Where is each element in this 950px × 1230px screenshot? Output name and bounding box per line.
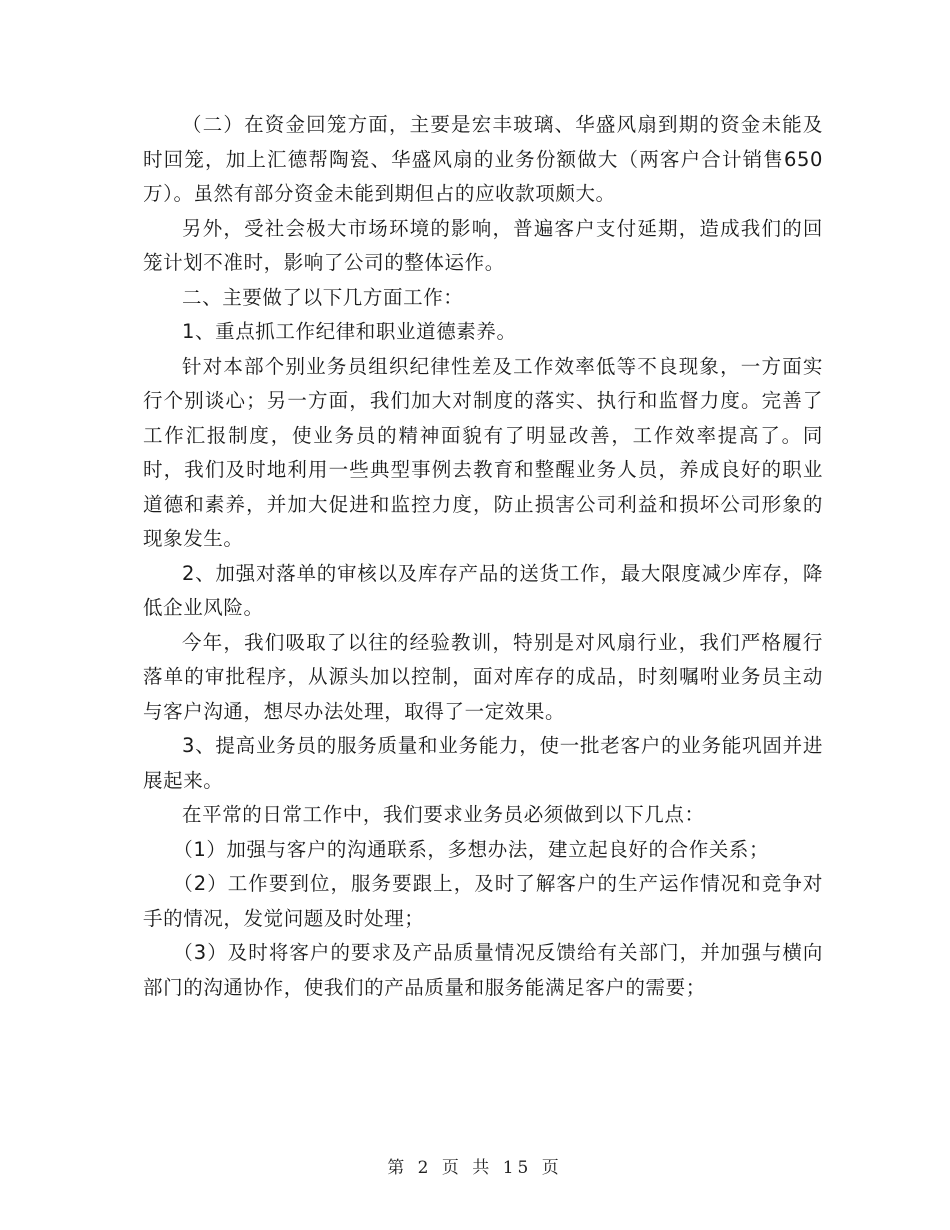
- paragraph-requirements-intro: 在平常的日常工作中，我们要求业务员必须做到以下几点：: [182, 803, 705, 826]
- document-body: [143, 108, 823, 1005]
- paragraph-discipline-detail: 针对本部个别业务员组织纪律性差及工作效率低等不良现象，一方面实行个别谈心；另一方面，我们加大对制度的落实、执行和监督力度。完善了工作汇报制度，使业务员的精神面貌有了明显改善，工作效率提高了。同时，我们及时地利用一些典型事例去教育和整醒业务人员，养成良好的职业道德和素养，并加大促进和监控力度，防止损害公司利益和损坏公司形象的现象发生。: [143, 354, 823, 550]
- list-item-requirement-1: （1）加强与客户的沟通联系，多想办法，建立起良好的合作关系；: [173, 837, 770, 861]
- paragraph-order-review-detail: 今年，我们吸取了以往的经验教训，特别是对风扇行业，我们严格履行落单的审批程序，从源头加以控制，面对库存的成品，时刻嘱咐业务员主动与客户沟通，想尽办法处理，取得了一定效果。: [143, 630, 823, 723]
- item-heading-order-review: 2、加强对落单的审核以及库存产品的送货工作，最大限度减少库存，降低企业风险。: [143, 561, 823, 619]
- list-item-requirement-2: （2）工作要到位，服务要跟上，及时了解客户的生产运作情况和竞争对手的情况，发觉问题及时处理；: [143, 872, 823, 930]
- page-number-footer: 第 2 页 共 15 页: [387, 1158, 563, 1178]
- section-heading-main-work: 二、主要做了以下几方面工作：: [182, 285, 464, 309]
- item-heading-service-quality: 3、提高业务员的服务质量和业务能力，使一批老客户的业务能巩固并进展起来。: [143, 734, 823, 792]
- list-item-requirement-3: （3）及时将客户的要求及产品质量情况反馈给有关部门，并加强与横向部门的沟通协作，使我们的产品质量和服务能满足客户的需要；: [143, 941, 823, 999]
- paragraph-funds-recovery: （二）在资金回笼方面，主要是宏丰玻璃、华盛风扇到期的资金未能及时回笼，加上汇德帮陶瓷、华盛风扇的业务份额做大（两客户合计销售650万）。虽然有部分资金未能到期但占的应收款项颇大。: [143, 113, 823, 205]
- item-heading-discipline: 1、重点抓工作纪律和职业道德素养。: [182, 320, 517, 343]
- paragraph-market-impact: 另外，受社会极大市场环境的影响，普遍客户支付延期，造成我们的回笼计划不准时，影响了公司的整体运作。: [143, 216, 823, 274]
